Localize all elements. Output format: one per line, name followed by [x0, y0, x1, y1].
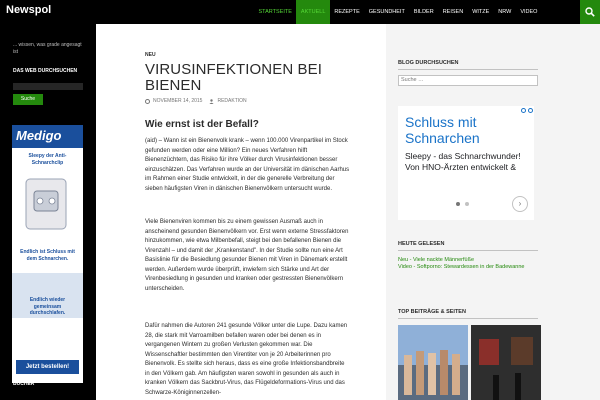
divider: [398, 250, 538, 251]
nav-item-bilder[interactable]: BILDER: [413, 9, 434, 15]
ad-header: [12, 125, 83, 148]
article-date[interactable]: NOVEMBER 14, 2015: [153, 98, 203, 104]
nav-item-startseite[interactable]: STARTSEITE: [258, 9, 292, 15]
left-ad-banner[interactable]: [12, 125, 83, 383]
top-post-thumbnail[interactable]: [471, 325, 541, 400]
info-icon[interactable]: [521, 108, 526, 113]
main-content: [96, 24, 386, 400]
web-search-title: DAS WEB DURCHSUCHEN: [13, 68, 78, 74]
ad-tagline: Sleepy der Anti-Schnarchclip: [28, 153, 67, 166]
ad-dot[interactable]: [465, 202, 469, 206]
ad-tagline: Endlich ist Schluss mit dem Schnarchen.: [20, 249, 75, 262]
article-paragraph: Viele Bienenviren kommen bis zu einem gewissen Ausmaß auch in anscheinend gesunden Bienenvölkern vor. Erst wenn externe Stressfaktoren hinzukommen, wie etwa Milbenbefall, steigt bei den befallenen Bienen die Virenzahl – und damit der „Krankenstand". In der Studie sollte nun eine Art Basislinie für die Besiedlung gesunder Bienen mit Viren in Dänemark erstellt werden. Außerdem wurde überprüft, inwiefern sich Stärke und Art der Virenbesiedlung in gesunden und kranken oder gestressten Bienenvölkern unterscheiden.: [145, 219, 349, 292]
nav-item-video[interactable]: VIDEO: [520, 9, 538, 15]
heute-gelesen-title: HEUTE GELESEN: [398, 241, 445, 247]
clock-icon: [145, 99, 150, 104]
nav-item-witze[interactable]: WITZE: [472, 9, 490, 15]
article-author[interactable]: REDAKTION: [217, 98, 247, 104]
top-posts-title: TOP BEITRÄGE & SEITEN: [398, 309, 466, 315]
close-icon[interactable]: [528, 108, 533, 113]
nav-item-nrw[interactable]: NRW: [498, 9, 512, 15]
article-paragraph: (aid) – Wann ist ein Bienenvolk krank – wenn 100.000 Virenpartikel im Stock gefunden werden oder eine Million? Ein neues Verfahren hilft Bienenzüchtern, das Risiko für ihre Völker durch Virusinfektionen besser einzuschätzen. Das Verfahren wurde an der Universität im dänischen Aarhus im Rahmen einer Studie entwickelt, in der die generelle Verbreitung der sieben häufigsten Viren in dänischen Bienenvölkern untersucht wurde.: [145, 138, 350, 192]
article-subheading: Wie ernst ist der Befall?: [145, 119, 259, 130]
anti-snore-clip-image: [22, 173, 70, 235]
ad-logo: Medigo: [16, 128, 62, 143]
ad-choices[interactable]: [521, 108, 533, 113]
site-header: [0, 0, 600, 24]
web-search-button[interactable]: Suche: [13, 94, 43, 105]
article-meta: [145, 98, 247, 104]
article-title: VIRUSINFEKTIONEN BEI BIENEN: [145, 61, 323, 94]
ad-tagline: Endlich wieder gemeinsam durchschlafen.: [29, 297, 66, 316]
ad-next-button[interactable]: ›: [512, 196, 528, 212]
right-sidebar: [386, 24, 580, 400]
top-post-thumbnail[interactable]: [398, 325, 468, 400]
main-nav: [254, 0, 542, 24]
nav-item-reisen[interactable]: REISEN: [442, 9, 464, 15]
nav-item-gesundheit[interactable]: GESUNDHEIT: [368, 9, 405, 15]
right-ad-banner[interactable]: [398, 106, 534, 220]
page-scrollbar[interactable]: [580, 24, 600, 400]
article-paragraph: Dafür nahmen die Autoren 241 gesunde Völker unter die Lupe. Dazu kamen 28, die stark mit Varroamilben befallen waren oder bei denen es in vergangenen Wintern zu großen Verlusten gekommen war. Die Wissenschaftler bestimmten den Virentiter von je 20 Arbeiterinnen pro Bienenvolk. Es stellte sich heraus, dass es eine große Infektionsbandbreite in den Völkern gab. Am häufigsten waren sowohl in gesunden als auch in kranken Völkern das Sackbrut-Virus, das Flügeldeformations-Virus und das Schwarze-Königinnenzellen-: [145, 323, 348, 396]
ad-order-button[interactable]: Jetzt bestellen!: [16, 360, 79, 374]
search-toggle-button[interactable]: [580, 0, 600, 24]
web-search-input[interactable]: [13, 83, 83, 90]
nav-item-rezepte[interactable]: REZEPTE: [334, 9, 360, 15]
blog-search-input[interactable]: Suche …: [398, 75, 538, 86]
books-title: BÜCHER: [13, 381, 35, 387]
heute-gelesen-link[interactable]: Video - Softporno: Stewardessen in der Badewanne: [398, 264, 525, 270]
search-icon: [585, 7, 595, 17]
ad-dot[interactable]: [456, 202, 460, 206]
site-title[interactable]: Newspol: [6, 4, 52, 16]
blog-search-title: BLOG DURCHSUCHEN: [398, 60, 459, 66]
site-tagline: ... wissen, was grade angesagt ist: [13, 42, 82, 55]
category-link[interactable]: NEU: [145, 52, 156, 58]
ad-title: Schluss mit Schnarchen: [405, 114, 480, 146]
nav-item-aktuell[interactable]: AKTUELL: [296, 0, 329, 24]
divider: [398, 318, 538, 319]
ad-pagination: [456, 202, 469, 206]
left-sidebar: [0, 24, 96, 400]
ad-text: Sleepy - das Schnarchwunder! Von HNO-Ärzten entwickelt &: [405, 151, 521, 172]
heute-gelesen-link[interactable]: Neu - Viele nackte Männerfüße: [398, 257, 475, 263]
divider: [398, 69, 538, 70]
user-icon: [209, 99, 214, 104]
